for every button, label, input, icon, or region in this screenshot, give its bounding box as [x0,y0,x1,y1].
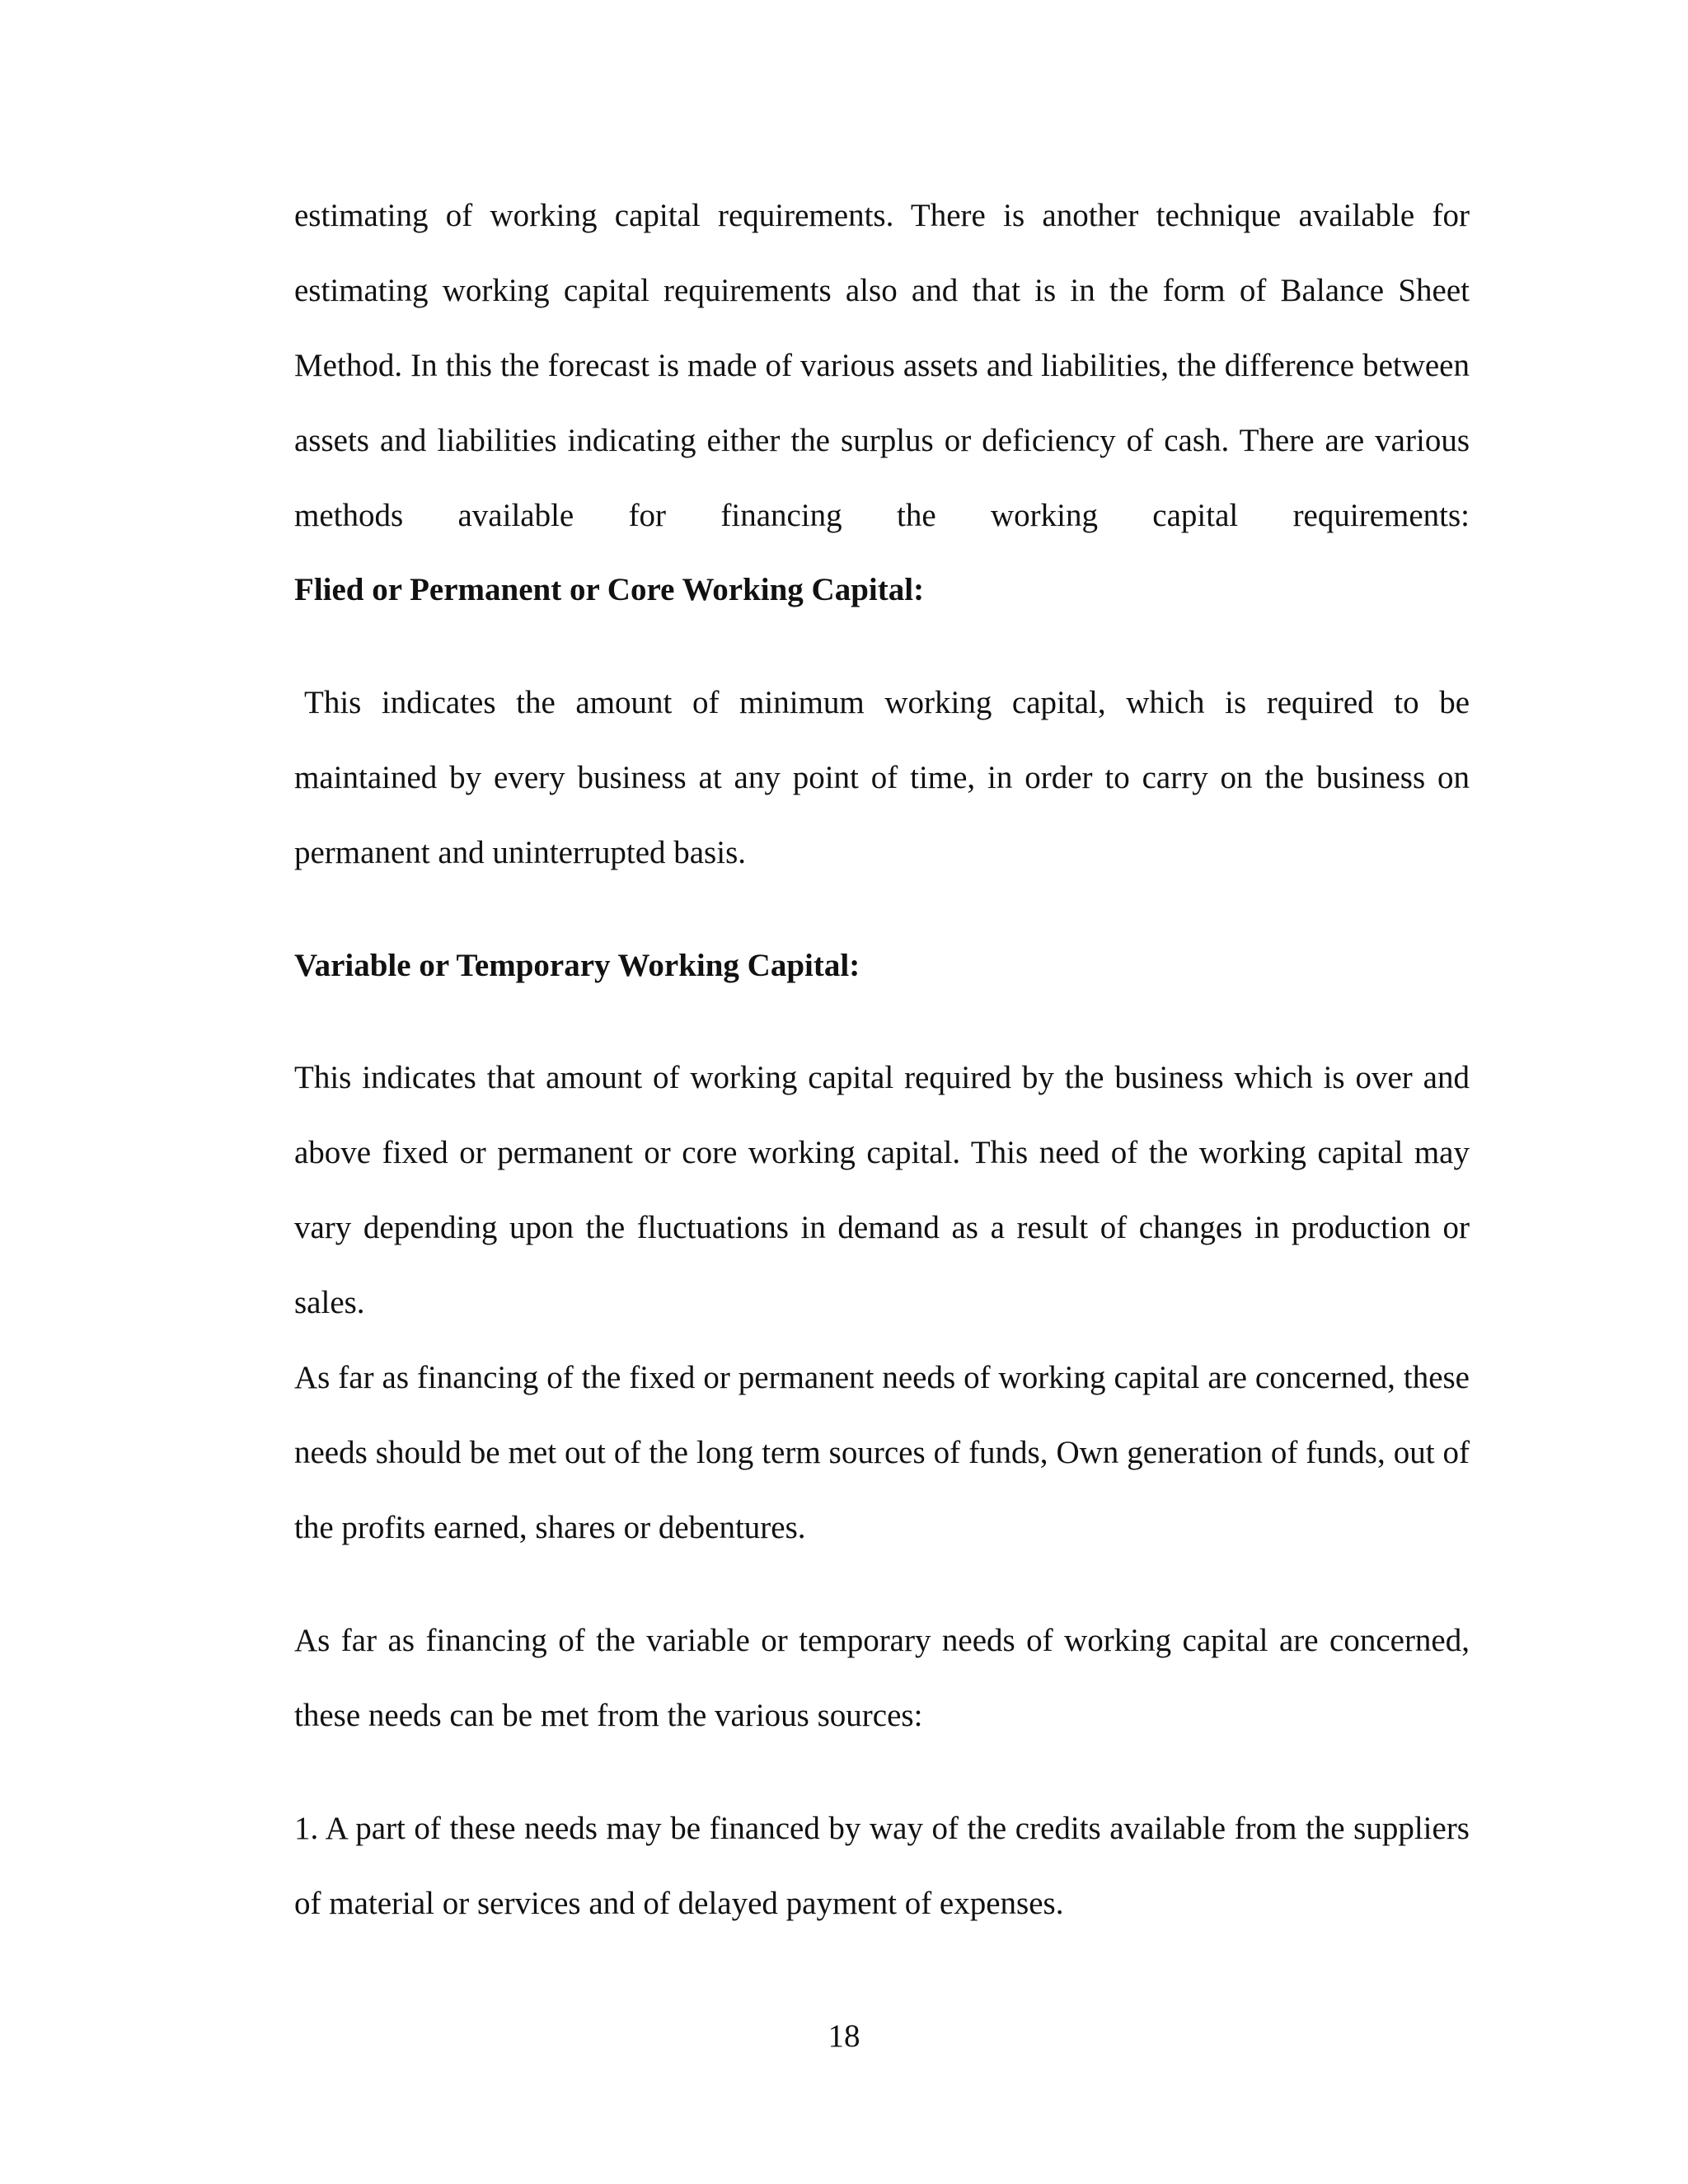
paragraph-financing-variable-needs: As far as financing of the variable or temporary needs of working capital are concerned, these needs can be met from the various sources: [294,1623,1470,1733]
paragraph-fixed-working-capital [294,665,1470,890]
page-number: 18 [828,2018,860,2054]
intro-paragraph: estimating of working capital requirements. There is another technique available for estimating working capital requirements also and that is in the form of Balance Sheet Method. In this the forecast is made of various assets and liabilities, the difference between assets and liabilities indicating either the surplus or deficiency of cash. There are various methods available for financing the working capital requirements: [294,198,1470,533]
paragraph-fixed-text: This indicates the amount of minimum working capital, which is required to be maintained by every business at any point of time, in order to carry on the business on permanent and uninterrupted basis. [294,685,1470,870]
list-item-1: 1. A part of these needs may be financed by way of the credits available from the suppliers of material or services and of delayed payment of expenses. [294,1811,1470,1921]
paragraph-financing-fixed-needs: As far as financing of the fixed or permanent needs of working capital are concerned, these needs should be met out of the long term sources of funds, Own generation of funds, out of the profits earned, shares or debentures. [294,1360,1470,1545]
paragraph-variable-working-capital: This indicates that amount of working capital required by the business which is over and above fixed or permanent or core working capital. This need of the working capital may vary depending upon the fluctuations in demand as a result of changes in production or sales. [294,1060,1470,1320]
heading-variable-working-capital: Variable or Temporary Working Capital: [294,948,860,983]
heading-fixed-working-capital: Flied or Permanent or Core Working Capital: [294,572,925,607]
